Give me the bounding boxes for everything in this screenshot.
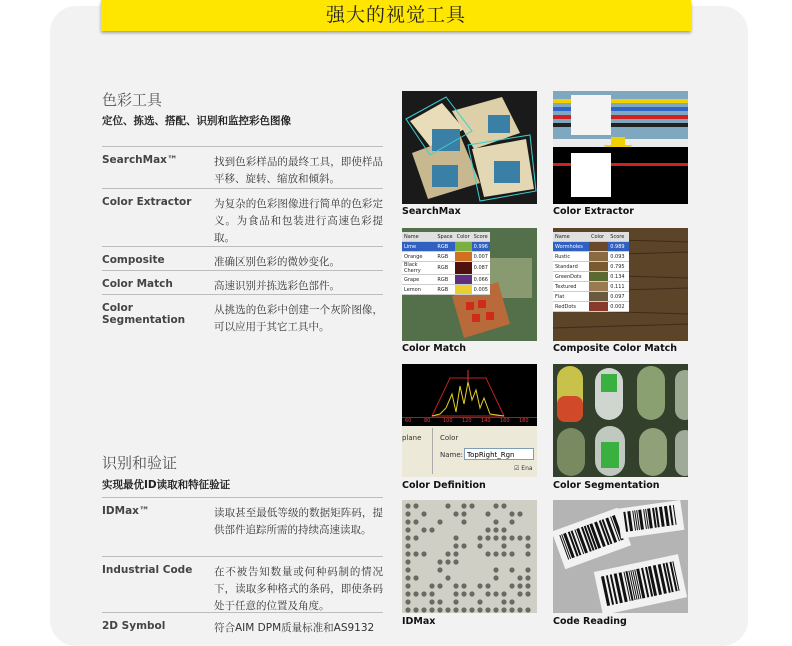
table-cell: Lime [402, 242, 435, 252]
table-cell: 0.005 [473, 286, 488, 293]
tool-description: 为复杂的色彩图像进行简单的色彩定义。为食品和包装进行高速色彩提取。 [214, 198, 383, 244]
table-cell: 0.795 [608, 262, 629, 272]
swatch [589, 272, 608, 282]
tool-name: Industrial Code [102, 564, 193, 576]
tick-label: 100 [443, 418, 453, 424]
tool-description: 找到色彩样品的最终工具，即使样品平移、旋转、缩放和倾斜。 [214, 156, 383, 185]
group-label: Color [440, 434, 459, 442]
name-label: Name: [440, 451, 464, 459]
id-section-title: 识别和验证 [102, 454, 178, 472]
enable-checkbox[interactable]: ☑ Ena [514, 465, 533, 472]
table-cell: RedDots [553, 302, 589, 312]
caption: Color Extractor [553, 206, 634, 217]
table-cell: Flat [553, 292, 589, 302]
table-row [102, 612, 383, 642]
swatch [455, 242, 472, 252]
tool-description: 读取甚至最低等级的数据矩阵码，提供部件追踪所需的持续高速读取。 [214, 507, 383, 536]
header-cell: Color [456, 233, 470, 240]
tool-description: 高速识别并拣选彩色部件。 [214, 280, 340, 292]
tool-description: 符合AIM DPM质量标准和AS9132 [214, 622, 375, 634]
caption: Color Match [402, 343, 467, 354]
caption: Color Segmentation [553, 480, 660, 491]
header-cell: Score [608, 232, 629, 242]
caption: Code Reading [553, 616, 627, 627]
swatch [455, 262, 472, 275]
table-cell: 0.097 [608, 292, 629, 302]
name-input[interactable]: TopRight_Rgn [464, 448, 534, 460]
table-row [102, 556, 383, 612]
table-cell: RGB [435, 262, 454, 275]
table-cell: 0.989 [608, 242, 629, 252]
color-segmentation-image [553, 364, 688, 477]
caption: SearchMax [402, 206, 461, 217]
table-cell: 0.111 [608, 282, 629, 292]
table-row [102, 294, 383, 338]
table-cell: Wormholes [553, 242, 589, 252]
table-cell: 0.002 [608, 302, 629, 312]
header-cell: Space [437, 233, 453, 240]
tool-name: Color Segmentation [102, 302, 186, 326]
tick-label: 140 [481, 418, 491, 424]
table-cell: 0.087 [472, 262, 490, 275]
header-cell: Color [589, 232, 608, 242]
table-cell: Lemon [402, 285, 435, 295]
tool-name: SearchMax™ [102, 154, 178, 166]
swatch [455, 285, 472, 295]
color-match-table [402, 232, 490, 295]
id-tools-table [102, 497, 383, 642]
swatch [589, 262, 608, 272]
tick-label: 120 [462, 418, 472, 424]
tool-description: 在不被告知数量或何种码制的情况下，读取多种格式的条码，即使条码处于任意的位置及角度。 [214, 566, 383, 612]
table-cell: Grape [402, 275, 435, 285]
color-extractor-image [553, 91, 688, 204]
tool-name: Composite [102, 254, 165, 266]
table-cell: 0.134 [608, 272, 629, 282]
caption: Composite Color Match [553, 343, 678, 354]
color-tools-title: 色彩工具 [102, 91, 163, 109]
swatch [589, 252, 608, 262]
table-row [102, 497, 383, 556]
header-cell: Name [402, 232, 435, 242]
tool-name: IDMax™ [102, 505, 150, 517]
table-cell: 0.066 [473, 276, 488, 283]
tick-label: 60 [405, 418, 412, 424]
composite-table [553, 232, 629, 312]
checkbox-label: Ena [521, 465, 533, 472]
table-cell: RGB [435, 275, 454, 285]
table-cell: Textured [553, 282, 589, 292]
header-cell: Name [553, 232, 589, 242]
caption: IDMax [402, 616, 436, 627]
tick-label: 80 [424, 418, 431, 424]
table-cell: 0.093 [608, 252, 629, 262]
caption: Color Definition [402, 480, 486, 491]
table-cell: 0.996 [473, 243, 488, 250]
table-row [102, 246, 383, 270]
table-row [102, 188, 383, 246]
tick-label: 180 [519, 418, 529, 424]
color-tools-subtitle: 定位、拣选、搭配、识别和监控彩色图像 [102, 115, 291, 127]
table-row [102, 146, 383, 188]
header-cell: Score [472, 232, 490, 242]
code-reading-image [553, 500, 688, 613]
table-cell: Black Cherry [402, 262, 435, 275]
table-cell: 0.007 [473, 253, 488, 260]
table-cell: RGB [435, 252, 454, 262]
table-cell: Standard [553, 262, 589, 272]
composite-color-match-image [553, 228, 688, 341]
table-cell: Rustic [553, 252, 589, 262]
color-definition-image [402, 364, 537, 477]
color-tools-table [102, 146, 383, 338]
tool-name: 2D Symbol [102, 620, 166, 632]
id-section-subtitle: 实现最优ID读取和特征验证 [102, 479, 231, 491]
swatch [589, 242, 608, 252]
tool-name: Color Extractor [102, 196, 192, 208]
page-banner: 强大的视觉工具 [101, 0, 691, 31]
table-row [102, 270, 383, 294]
idmax-image [402, 500, 537, 613]
side-label: plane [402, 434, 422, 442]
table-cell: Orange [402, 252, 435, 262]
tool-name: Color Match [102, 278, 173, 290]
table-cell: GreenDots [553, 272, 589, 282]
table-cell: RGB [435, 242, 454, 252]
searchmax-image [402, 91, 537, 204]
tool-description: 准确区别色彩的微妙变化。 [214, 256, 340, 268]
swatch [455, 252, 472, 262]
swatch [589, 302, 608, 312]
tool-description: 从挑选的色彩中创建一个灰阶图像，可以应用于其它工具中。 [214, 304, 383, 333]
swatch [589, 282, 608, 292]
tick-label: 160 [500, 418, 510, 424]
table-cell: RGB [435, 285, 454, 295]
color-match-image [402, 228, 537, 341]
axis-ticks [402, 418, 537, 426]
swatch [455, 275, 472, 285]
swatch [589, 292, 608, 302]
